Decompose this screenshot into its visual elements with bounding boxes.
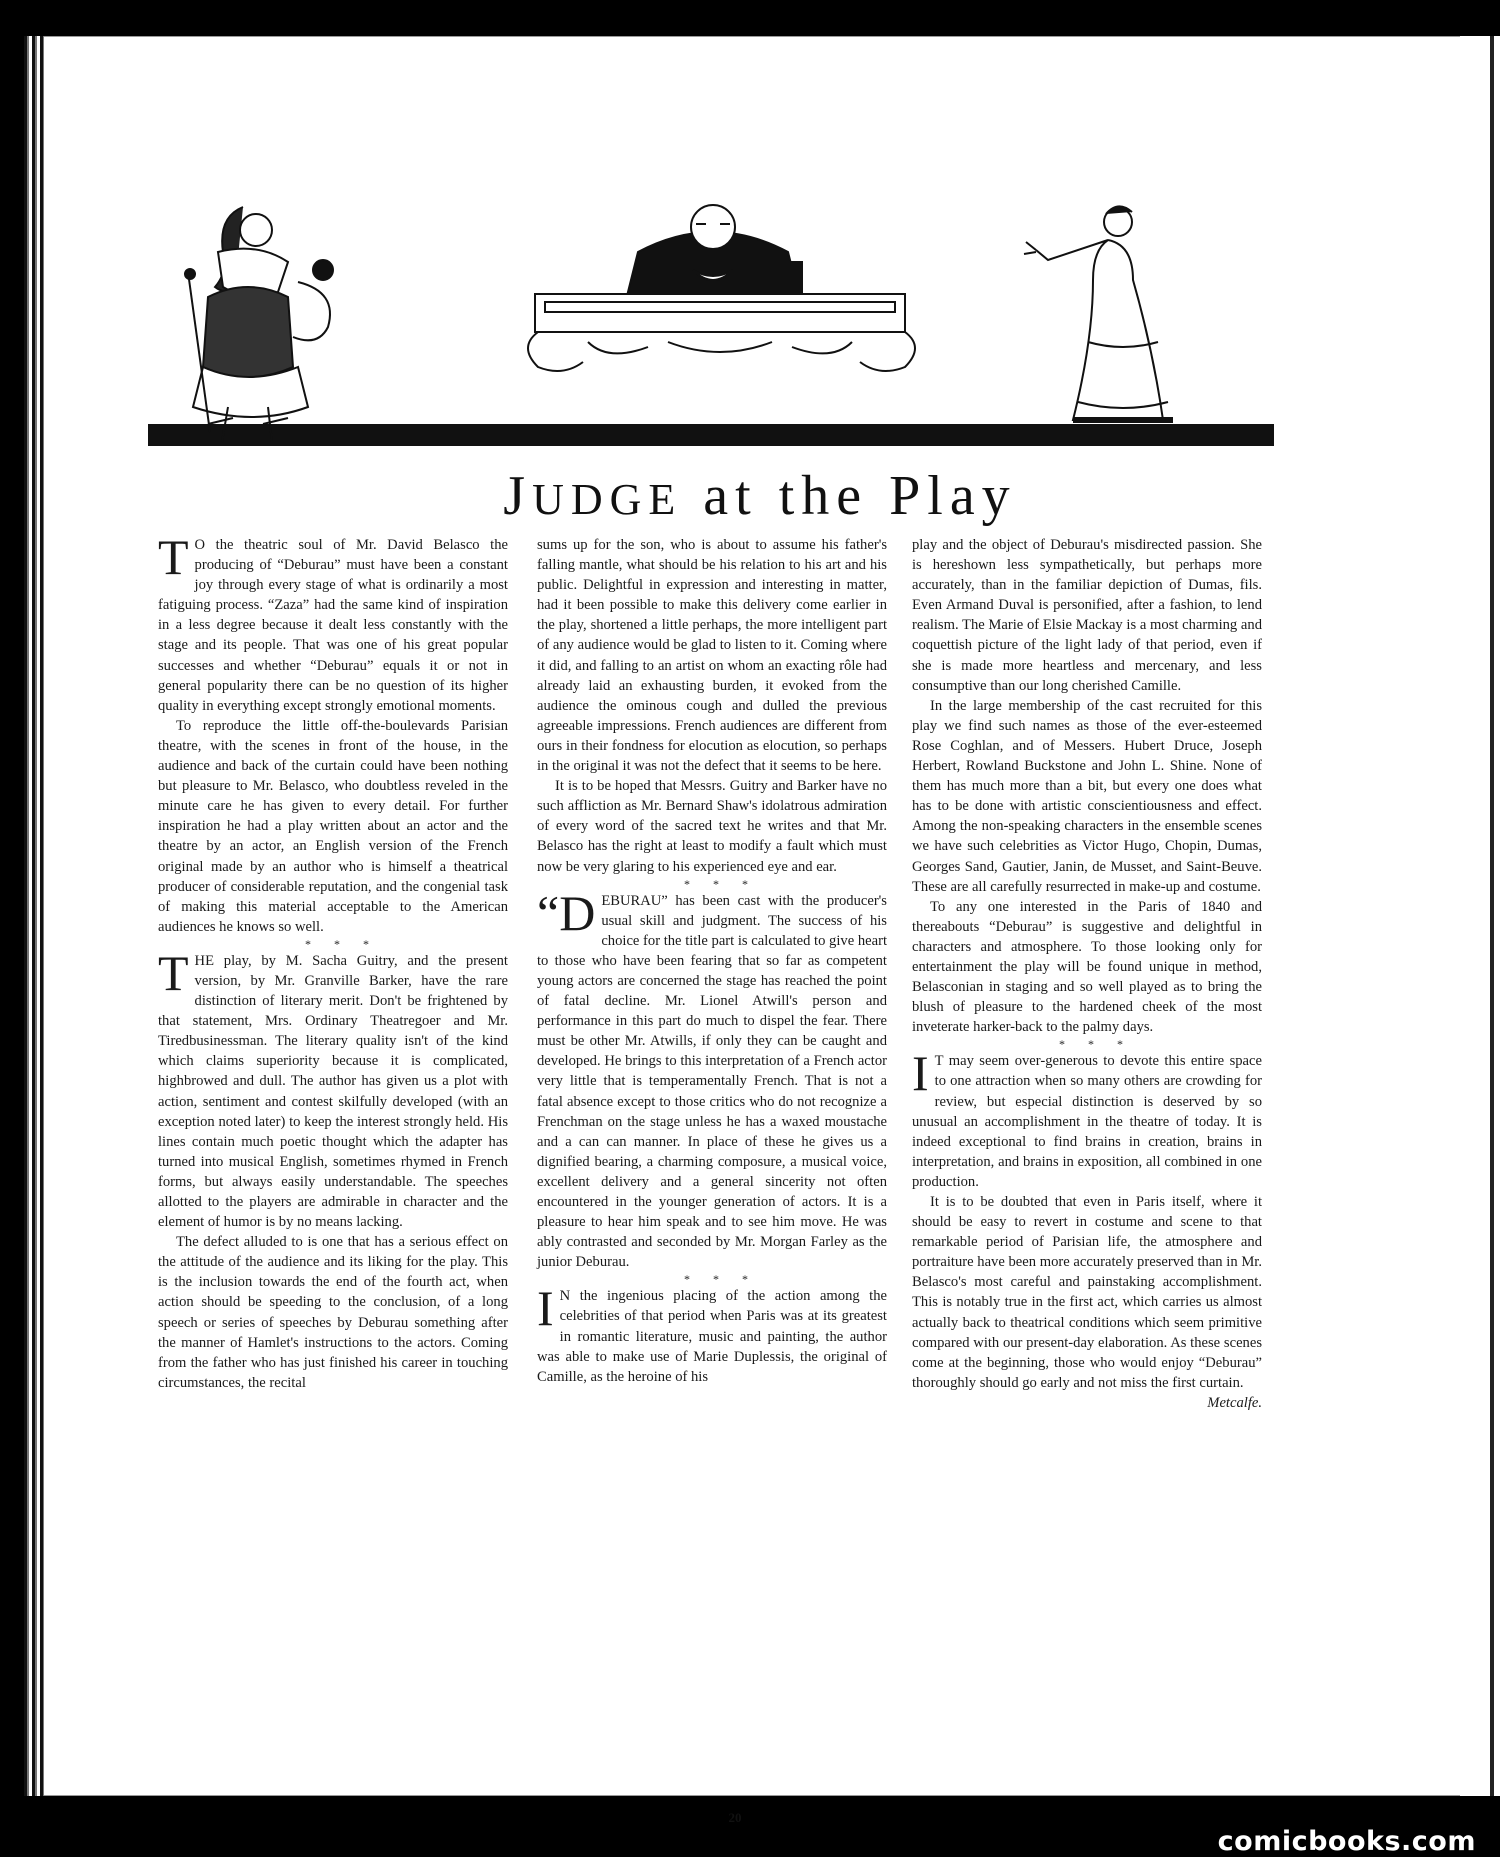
paragraph-text: T may seem over-generous to devote this entire space to one attraction when so many others are crowding for review, but especial distinction is deserved by so unusual an accomplishment in the theatre of today. It is indeed exceptional to find brains in creation, brains in interpretation, and brains in exposition, all combined in one production. [912,1053,1262,1190]
paragraph: It is to be hoped that Messrs. Guitry and Barker have no such affliction as Mr. Bernard Shaw's idolatrous admiration of every word of the sacred text he writes and that Mr. Belasco has the right at least to modify a fault which must now be very glaring to his experienced eye and ear. [537,778,887,875]
classical-lady-figure-icon [1024,206,1173,420]
section-divider: * * * [305,936,379,951]
drop-cap: T [158,529,189,585]
paragraph: In the large membership of the cast recruited for this play we find such names as those of the ever-esteemed Rose Coghlan, and of Messers. Hubert Druce, Joseph Herbert, Rowland Buckstone and John L. Shine. None of them has much more than a bit, but every one does what has to be done with artistic conscientiousness and effect. Among the non-speaking characters in the ensemble scenes we have such celebrities as Victor Hugo, Chopin, Dumas, Georges Sand, Gautier, Janin, de Musset, and Saint-Beuve. These are all carefully resurrected in make-up and costume. [912,697,1262,895]
paragraph [537,1280,887,1386]
paragraph: To any one interested in the Paris of 1840 and thereabouts “Deburau” is suggestive and delightful in characters and atmosphere. To those looking only for entertainment the play will be found unique in method, Belasconian in staging and so well played as to bring the blush of pleasure to the hardened cheek of the most inveterate harker-back to the palmy days. [912,898,1262,1036]
section-divider: * * * [684,1272,758,1287]
paragraph [158,529,508,716]
drop-cap: I [537,1280,554,1337]
paragraph: To reproduce the little off-the-boulevards Parisian theatre, with the scenes in front of the house, in the audience and back of the curtain could have been nothing but pleasure to Mr. Belasco, who doubtless reveled in the minute care he has given to every detail. For further inspiration he had a play written about an actor and the theatre by an actor, an English version of the French original made by an author who is himself a theatrical producer of considerable reputation, and the congenial task of making this material acceptable to the American audiences he knows so well. [158,717,508,935]
paragraph: play and the object of Deburau's misdirected passion. She is hereshown less sympathetically, but perhaps more accurately, than in the familiar depiction of Dumas, fils. Even Armand Duval is personified, after a fashion, to lend realism. The Marie of Elsie Mackay is a most charming and coquettish picture of the light lady of that period, even if she is made more heartless and mercenary, and less consumptive than our long cherished Camille. [912,537,1262,694]
paragraph: sums up for the son, who is about to assume his father's falling mantle, what should be his relation to his art and his public. Delightful in expression and interesting in matter, had it been possible to make this delivery come earlier in the play, shortened a little perhaps, the more intelligent part of any audience would be glad to listen to it. Coming where it did, and falling to an artist on whom an exacting rôle had already laid an exhausting burden, it evoked from the audience the ominous cough and dulled the previous agreeable impressions. French audiences are different from ours in their fondness for elocution as elocution, so perhaps in the original it was not the defect that it seems to be here. [537,537,887,775]
text-column-3 [912,535,1262,1413]
title-first-letter: J [503,465,533,527]
paragraph: The defect alluded to is one that has a serious effect on the attitude of the audience and its liking for the play. This is the inclusion towards the end of the fourth act, when action should be speeding to the conclusion, of a long speech or series of speeches by Deburau something after the manner of Hamlet's instructions to the actors. Coming from the father who has just finished his career in touching circumstances, the recital [158,1234,508,1391]
paragraph [158,944,508,1232]
title-rest: at the Play [682,465,1017,527]
drop-cap: “D [537,884,596,941]
header-illustration [148,192,1278,470]
article-title [60,464,1460,528]
paragraph: It is to be doubted that even in Paris itself, where it should be easy to revert in costume and scene to that remarkable period of Parisian life, the atmosphere and portraiture have been more accurately preserved than in Mr. Belasco's most careful and painstaking accomplishment. This is notably true in the first act, which carries us almost actually back to theatrical conditions which seem primitive compared with our present-day elaboration. As these scenes come at the beginning, those who would enjoy “Deburau” thoroughly should go early and not miss the first curtain. [912,1194,1262,1391]
section-divider: * * * [1059,1037,1133,1052]
section-divider: * * * [684,876,758,891]
paragraph-text: O the theatric soul of Mr. David Belasco the producing of “Deburau” must have been a constant joy through every stage of what is ordinarily a most fatiguing process. “Zaza” had the same kind of inspiration in a less degree because it dealt less constantly with the stage and its people. That was one of his great popular successes and whether “Deburau” equals it or not in general popularity there can be no question of its higher quality in everything except strongly emotional moments. [158,537,508,714]
drop-cap: T [158,944,189,1001]
paragraph-text: EBURAU” has been cast with the producer's usual skill and judgment. The success of his choice for the title part is calculated to give heart to those who have been fearing that so far as competent young actors are concerned the stage has reached the point of fatal decline. Mr. Lionel Atwill's person and performance in this part do much to dispel the fear. There must be other Mr. Atwills, if only they can be caught and developed. He brings to this interpretation of a French actor very little that is temperamentally French. That is not a fatal absence except to those critics who do not recognize a Frenchman on the stage unless he has a waxed moustache and a can can manner. In place of these he gives us a dignified bearing, a charming composure, a musical voice, excellent delivery and a general sincerity not often encountered in the younger generation of actors. It is a pleasure to hear him speak and to see him move. He was ably contrasted and seconded by Mr. Morgan Farley as the junior Deburau. [537,892,887,1271]
paragraph [912,1045,1262,1192]
paragraph-text: N the ingenious placing of the action among the celebrities of that period when Paris was at its greatest in romantic literature, music and painting, the author was able to make use of Marie Duplessis, the original of Camille, as the heroine of his [537,1288,887,1385]
title-smallcaps: UDGE [532,475,683,524]
author-signature: Metcalfe. [1207,1394,1262,1411]
paragraph-text: HE play, by M. Sacha Guitry, and the present version, by Mr. Granville Barker, have the rare distinction of literary merit. Don't be frightened by that statement, Mrs. Ordinary Theatregoer and Mr. Tiredbusinessman. The literary quality isn't of the kind which claims superiority because it is complicated, highbrowed and dull. The author has given us a plot with action, sentiment and contest skilfully developed (with an exception noted later) to keep the interest strongly held. His lines contain much poetic thought which the adapter has turned into musical English, sometimes rhymed in French forms, but always easily understandable. The speeches allotted to the players are admirable in character and the element of humor is by no means lacking. [158,952,508,1231]
page-fold-edge [1460,36,1500,1796]
page-number: 20 [728,1810,742,1825]
text-column-1 [158,529,508,1393]
page-binding-edge [24,36,44,1796]
cavalier-figure-icon [185,207,333,442]
drop-cap: I [912,1045,929,1102]
critic-at-desk-icon [528,205,915,371]
text-column-2 [537,535,887,1387]
site-watermark: comicbooks.com [1217,1826,1476,1857]
paragraph [537,884,887,1273]
